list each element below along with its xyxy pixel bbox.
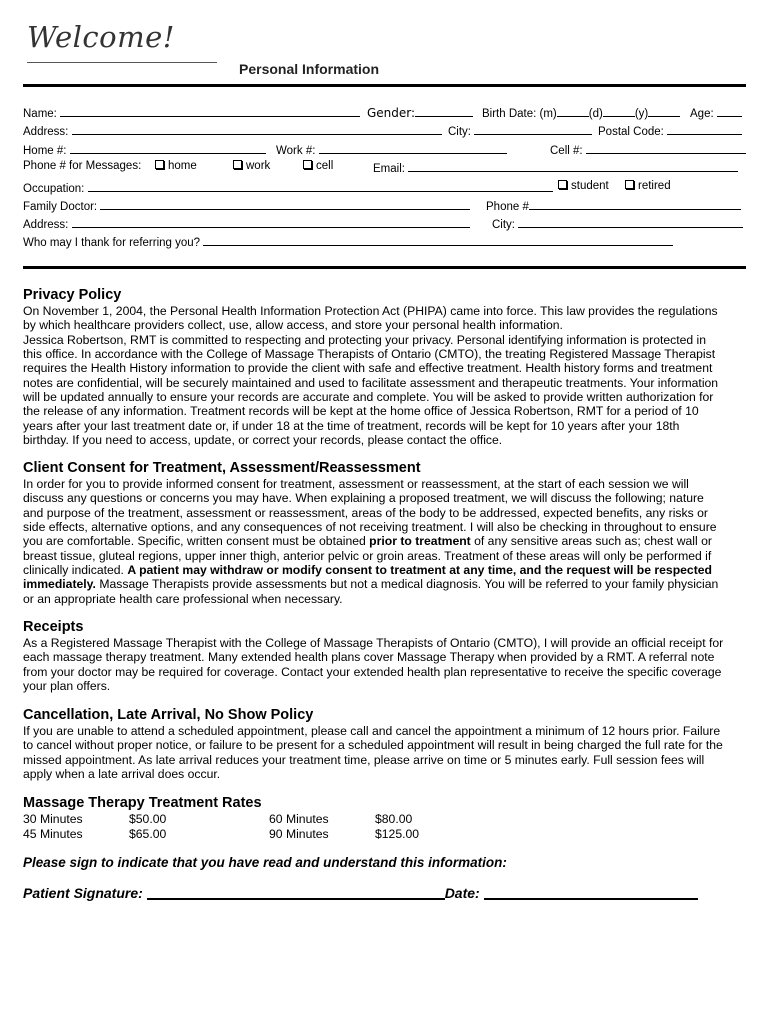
patient-signature-field[interactable] <box>23 885 445 901</box>
gender-label: Gender: <box>367 106 416 120</box>
name-field[interactable] <box>23 104 360 121</box>
withdraw-consent-emphasis: A patient may withdraw or modify consent to treatment at any time, and the request will be respected <box>127 563 712 578</box>
welcome-heading: Welcome! <box>27 20 175 54</box>
occupation-field[interactable] <box>23 179 553 196</box>
form-row-messages <box>23 159 747 175</box>
form-row-doctor-address <box>23 215 747 231</box>
rates-heading: Massage Therapy Treatment Rates <box>23 795 262 811</box>
referral-label: Who may I thank for referring you? <box>23 237 201 249</box>
student-option[interactable]: student <box>558 179 609 193</box>
form-row-doctor <box>23 197 747 213</box>
work-phone-label: Work #: <box>276 145 316 157</box>
checkbox-icon <box>558 180 567 189</box>
patient-signature-label: Patient Signature: <box>23 885 143 901</box>
form-row-name <box>23 104 747 120</box>
message-cell-option[interactable]: cell <box>303 159 333 173</box>
phone-messages-label: Phone # for Messages: <box>23 160 142 172</box>
receipts-heading: Receipts <box>23 619 84 635</box>
message-home-option[interactable]: home <box>155 159 197 173</box>
rate-duration: 60 Minutes <box>269 812 329 826</box>
name-label: Name: <box>23 108 57 120</box>
cell-phone-label: Cell #: <box>550 145 583 157</box>
gender-field[interactable] <box>367 104 473 120</box>
form-row-occupation <box>23 179 747 195</box>
postal-code-label: Postal Code: <box>598 126 664 138</box>
doctor-phone-label: Phone # <box>486 201 529 213</box>
signature-row <box>23 884 698 901</box>
signature-date-label: Date: <box>444 885 480 901</box>
address-label: Address: <box>23 126 69 138</box>
doctor-phone-field[interactable] <box>486 197 741 214</box>
home-phone-field[interactable] <box>23 141 266 158</box>
postal-code-field[interactable] <box>598 122 742 139</box>
page-title: Personal Information <box>239 61 380 77</box>
rate-duration: 90 Minutes <box>269 826 329 841</box>
rate-duration: 45 Minutes <box>23 826 83 841</box>
family-doctor-label: Family Doctor: <box>23 201 98 213</box>
occupation-label: Occupation: <box>23 183 85 195</box>
work-phone-field[interactable] <box>276 141 507 158</box>
home-phone-label: Home #: <box>23 145 67 157</box>
doctor-address-field[interactable] <box>23 215 470 232</box>
email-label: Email: <box>373 163 405 175</box>
message-work-option[interactable]: work <box>233 159 270 173</box>
birth-day-label: (d) <box>588 108 603 120</box>
family-doctor-field[interactable] <box>23 197 470 214</box>
rate-price: $80.00 <box>375 812 413 826</box>
welcome-underline <box>27 62 217 63</box>
checkbox-icon <box>155 160 164 169</box>
birth-year-label: (y) <box>634 108 649 120</box>
referral-field[interactable] <box>23 233 673 250</box>
doctor-city-label: City: <box>492 219 515 231</box>
form-divider <box>23 266 746 269</box>
cell-phone-field[interactable] <box>550 141 746 158</box>
prior-to-treatment-emphasis: prior to treatment <box>369 534 471 549</box>
sign-instruction: Please sign to indicate that you have read and understand this information: <box>23 855 507 870</box>
address-field[interactable] <box>23 122 442 139</box>
checkbox-icon <box>625 180 634 189</box>
retired-option[interactable]: retired <box>625 179 671 193</box>
rate-duration: 30 Minutes <box>23 812 83 826</box>
city-label: City: <box>448 126 471 138</box>
top-divider <box>23 84 746 87</box>
rate-price: $125.00 <box>375 826 420 841</box>
form-row-address <box>23 122 747 138</box>
cancellation-heading: Cancellation, Late Arrival, No Show Policy <box>23 707 314 723</box>
form-row-phones <box>23 141 747 157</box>
doctor-address-label: Address: <box>23 219 69 231</box>
email-field[interactable] <box>373 159 738 176</box>
consent-text: In order for you to provide informed consent for treatment, assessment or reassessment, at the start of each session we will discuss any questions or concerns you may have. When explaining a proposed treatment, we will discuss the following; nature and purpose of the treatment, assessment or reassessment, areas of the body to be addressed, expected benefits, any risks or side effects, alternative options, and any consequences of not receiving treatment. I will also be checking in throughout to ensure you are comfortable. Specific, written consent must be obtained prior to treatment of any sensitive areas such as; chest wall or breast tissue, gluteal regions, upper inner thigh, anterior pelvic or groin areas. Treatment of these areas will only be performed if clinically indicated. A patient may withdraw or modify consent to treatment at any time, and the request will be respected immediately. Massage Therapists provide assessments but not a medical diagnosis. You will be referred to your family physician or an appropriate health care professional when necessary. <box>23 477 719 606</box>
doctor-city-field[interactable] <box>492 215 743 232</box>
consent-heading: Client Consent for Treatment, Assessment/Reassessment <box>23 460 421 476</box>
checkbox-icon <box>303 160 312 169</box>
birth-date-field[interactable] <box>482 104 680 121</box>
privacy-policy-heading: Privacy Policy <box>23 287 122 303</box>
rate-price: $65.00 <box>129 826 167 841</box>
privacy-policy-text: On November 1, 2004, the Personal Health Information Protection Act (PHIPA) came into force. This law provides the regulations by which healthcare providers collect, use, allow access, and store your personal health information. Jessica Robertson, RMT is committed to respecting and protecting your privacy. Personal identifying information is protected in this office. In accordance with the College of Massage Therapists of Ontario (CMTO), the treating Registered Massage Therapist requires the Health History information to provide the client with safe and effective treatment. Health history forms and treatment notes are confidential, will be securely maintained and used to facilitate assessment and therapeutic treatments. Your information will be updated annually to ensure your records are accurate and complete. You will be asked to provide written authorization for the release of any information. Treatment records will be kept at the home office of Jessica Robertson, RMT for a period of 10 years after your last treatment date or, if under 18 at the time of treatment, records will be kept for 10 years after your 18th birthday. If you need to access, update, or correct your records, please contact the office. <box>23 304 719 448</box>
checkbox-icon <box>233 160 242 169</box>
receipts-text: As a Registered Massage Therapist with the College of Massage Therapists of Ontario (CMTO), I will provide an official receipt for each massage therapy treatment. Many extended health plans cover Massage Therapy when provided by a RMT. A referral note from your doctor may be required for coverage. Contact your extended health plan representative to receive the specific coverage your plan offers. <box>23 636 724 694</box>
city-field[interactable] <box>448 122 592 139</box>
age-field[interactable] <box>690 104 742 121</box>
signature-date-field[interactable] <box>445 885 698 901</box>
cancellation-text: If you are unable to attend a scheduled appointment, please call and cancel the appointment a minimum of 12 hours prior. Failure to cancel without proper notice, or failure to be present for a scheduled appointment will result in being charged the full rate for the missed appointment. As late arrival reduces your treatment time, please arrive on time or 5 minutes early. Full session fees will apply when a late arrival does occur. <box>23 724 723 782</box>
form-row-referral <box>23 233 747 249</box>
age-label: Age: <box>690 108 714 120</box>
birth-date-label: Birth Date: (m) <box>482 108 557 120</box>
rate-price: $50.00 <box>129 812 167 826</box>
